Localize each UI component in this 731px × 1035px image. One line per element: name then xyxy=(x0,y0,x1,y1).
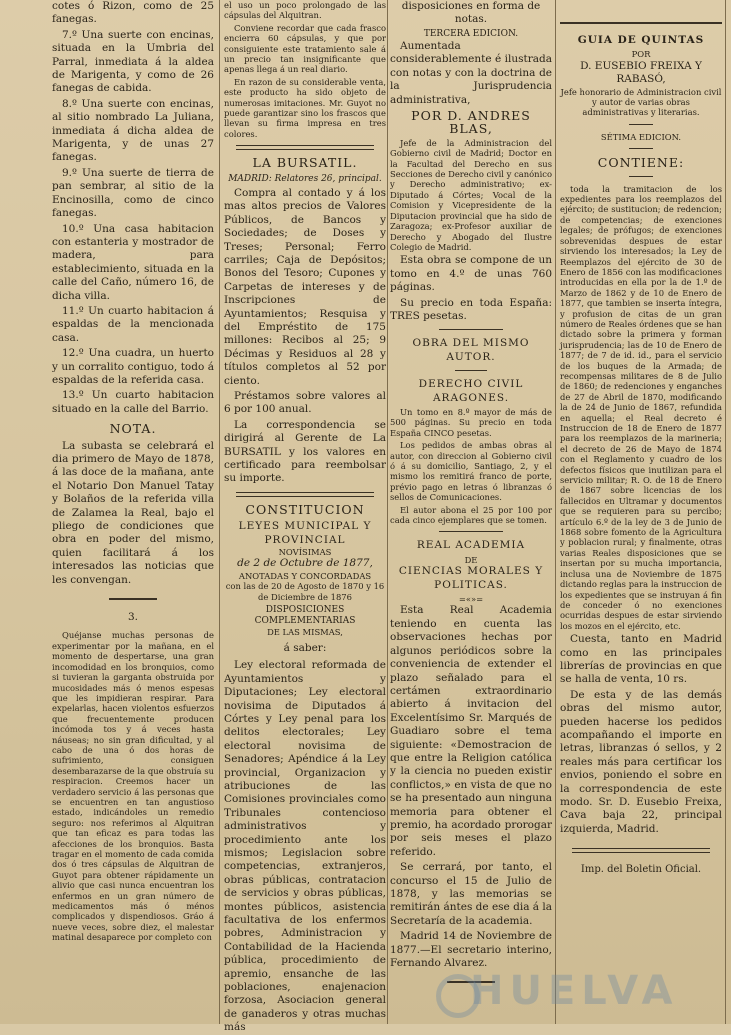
obra-text: Los pedidos de ambas obras al autor, con direccion al Gobierno civil ó á su domicilio, Santiago, 2, y el mismo los remitirá franco de porte, prévio pago en letras ó libranzas ó sellos de Comunicaciones. xyxy=(390,440,552,503)
volume-text: Esta obra se compone de un tomo en 4.º de unas 760 páginas. xyxy=(390,254,552,294)
author-text: Jefe de la Administracion del Gobierno civil de Madrid; Doctor en la Facultad del Derecho en sus Secciones de Derecho civil y canónico y Derecho administrativo; ex-Diputado á Córtes; Vocal de la Comision y Vicepresidente de la Diputacion provincial que ha sido de Zaragoza; ex-Profesor auxiliar de Derecho y Abogado del Ilustre Colegio de Madrid. xyxy=(390,137,552,252)
nota-text: La subasta se celebrará el dia primero de Mayo de 1878, á las doce de la mañana, ante el Notario Don Manuel Tatay y Bolaños de la referida villa de Zalamea la Real, bajo el pliego de condiciones que obra en poder del mismo, quien facilitará á los interesados las noticias que les convengan. xyxy=(52,439,214,586)
watermark: HUELVA xyxy=(470,968,679,1014)
contiene-heading: CONTIENE: xyxy=(597,155,685,171)
divider xyxy=(52,593,214,603)
divider xyxy=(560,22,722,28)
guia-author-text: Jefe honorario de Administracion civil y autor de varias obras administrativas y literarias. xyxy=(560,86,722,118)
list-item: 8.º Una suerte con encinas, al sitio nombrado La Juliana, inmediata á dicha aldea de Marigenta, y de unas 27 fanegas. xyxy=(52,97,214,164)
nota-heading: NOTA. xyxy=(109,421,157,437)
list-item: cotes ó Rizon, como de 25 fanegas. xyxy=(52,0,214,26)
edition-text: Aumentada considerablemente é ilustrada con notas y con la doctrina de la Jurisprudencia administrativa, xyxy=(390,40,552,106)
continued-text: En razon de su considerable venta, este producto ha sido objeto de numerosas imitaciones. Mr. Guyot no puede garantizar sino los frascos que llevan su firma impresa en tres colores. xyxy=(224,76,386,139)
academia-ornament: =«»= xyxy=(458,594,484,605)
watermark-logo-icon xyxy=(436,974,480,1018)
obra-subtitle: DERECHO CIVIL ARAGONES. xyxy=(418,378,524,404)
column-3 xyxy=(390,0,552,1024)
list-item: 13.º Un cuarto habitacion situado en la calle del Barrio. xyxy=(52,389,214,415)
guia-por: POR xyxy=(631,49,651,60)
constitucion-subtitle: ANOTADAS Y CONCORDADAS xyxy=(238,570,372,581)
divider xyxy=(439,531,504,533)
edition-label: SÉTIMA EDICION. xyxy=(600,131,682,142)
divider xyxy=(629,124,653,126)
section-number: 3. xyxy=(127,611,139,624)
divider xyxy=(629,148,653,150)
list-item: 7.º Una suerte con encinas, situada en la Umbria del Parral, inmediata á la aldea de Marigenta, y como de 26 fanegas de cabida. xyxy=(52,28,214,95)
constitucion-subtitle: DISPOSICIONES COMPLEMENTARIAS xyxy=(254,605,356,627)
bursatil-text: Compra al contado y á los mas altos precios de Valores Públicos, de Bancos y Sociedades; de Doses y Treses; Personal; Ferro carriles; Caja de Depósitos; Bonos del Tesoro; Cupones y Carpetas de intereses y de Inscripciones de Ayuntamientos; Resquisa y del Empréstito de 175 millones: Recibos al 25; 9 Décimas y Residuos al 28 y títulos completos al 52 por ciento. xyxy=(224,186,386,387)
list-item: 11.º Un cuarto habitacion á espaldas de la mencionada casa. xyxy=(52,304,214,344)
bursatil-text: Préstamos sobre valores al 6 por 100 anual. xyxy=(224,389,386,416)
guia-heading: GUIA DE QUINTAS xyxy=(577,34,705,46)
obra-heading: OBRA DEL MISMO AUTOR. xyxy=(412,337,530,363)
constitucion-subtitle: DE LAS MISMAS, xyxy=(267,627,343,638)
column-1 xyxy=(52,0,214,1024)
divider xyxy=(439,329,504,331)
edition-label: TERCERA EDICION. xyxy=(423,28,519,39)
divider xyxy=(236,492,374,497)
constitucion-date: de 2 de Octubre de 1877, xyxy=(237,557,373,570)
divider xyxy=(455,370,487,372)
continued-text: el uso un poco prolongado de las cápsulas del Alquitran. xyxy=(224,0,386,21)
academia-de: DE xyxy=(464,554,478,565)
contiene-text: toda la tramitacion de los expedientes para los reemplazos del ejército; de sustitucion; de redencion; de competencias; de exenciones legales; de prófugos; de exenciones sobrevenidas despues de estar sirviendo los interesados; la Ley de Reemplazos del ejército de 30 de Enero de 1856 con las modificaciones introducidas en ella por la de 1.º de Marzo de 1862 y de 10 de Enero de 1877, que tambien se inserta íntegra, y profusion de citas de un gran número de Reales órdenes que se han dictado sobre la primera y forman jurisprudencia; las de 10 de Enero de 1877; de 7 de id. id., para el servicio de los buques de la Armada; de recompensas militares de 8 de Julio de 1860; de redenciones y enganches de 27 de Abril de 1870, modificando la de 24 de Junio de 1867, refundida en aquella; el Real decreto é Instruccion de 18 de Enero de 1877 para los reemplazos de la marineria; el decreto de 26 de Mayo de 1874 con el Reglamento y cuadro de los defectos físicos que inutilizan para el servicio militar; R. O. de 18 de Enero de 1867 sobre licencias de los fallecidos en Ultramar y documentos que se requieren para su percibo; artículo 6.º de la ley de 3 de Junio de 1868 sobre fomento de la Agricultura y poblacion rural; y finalmente, otras varias Reales disposiciones que se insertan por su mucha importancia, inclusa una de Noviembre de 1875 dictando reglas para la instruccion de los expedientes que se instruyan á fin de conceder ó no exenciones ocurridas despues de estar sirviendo los mozos en el ejército, etc. xyxy=(560,183,722,631)
academia-text: Madrid 14 de Noviembre de 1877.—El secretario interino, Fernando Alvarez. xyxy=(390,930,552,970)
academia-text: Esta Real Academia teniendo en cuenta las observaciones hechas por algunos periódicos sobre la conveniencia de extender el plazo señalado para el certámen extraordinario abierto á invitacion del Excelentísimo Sr. Marqués de Guadiaro sobre el tema siguiente: «Demostracion de que entre la Religion católica y la ciencia no pueden existir conflictos,» en vista de que no se ha presentado aun ninguna memoria para obtener el premio, ha acordado prorogar por seis meses el plazo referido. xyxy=(390,604,552,858)
divider xyxy=(572,848,710,853)
column-4 xyxy=(560,0,722,1024)
constitucion-text: Ley electoral reformada de Ayuntamientos y Diputaciones; Ley electoral novisima de Diputados á Córtes y Ley penal para los delitos electorales; Ley electoral novisima de Senadores; Apéndice á la Ley provincial, Organizacion y atribuciones de las Comisiones provinciales como Tribunales contencioso administrativos y procedimiento ante los mismos; Legislacion sobre competencias, extranjeros, obras públicas, contratacion de servicios y obras públicas, montes públicos, asistencia facultativa de los enfermos pobres, Administracion y Contabilidad de la Hacienda pública, procedimiento de apremio, ensanche de las poblaciones, enajenacion forzosa, Asociacion general de ganaderos y otras muchas más xyxy=(224,659,386,1034)
obra-text: El autor abona el 25 por 100 por cada cinco ejemplares que se tomen. xyxy=(390,504,552,526)
author-name: POR D. ANDRES BLAS, xyxy=(411,108,531,137)
column-2 xyxy=(224,0,386,1034)
divider xyxy=(629,176,653,178)
bursatil-heading: LA BURSATIL. xyxy=(252,155,358,171)
order-text: De esta y de las demás obras del mismo autor, pueden hacerse los pedidos acompañando el importe en letras, libranzas ó sellos, y 2 reales más para certificar los envios, poniendo el sobre en la correspondencia de este modo. Sr. D. Eusebio Freixa, Cava baja 22, principal izquierda, Madrid. xyxy=(560,688,722,835)
list-item: 10.º Una casa habitacion con estanteria y mostrador de madera, para establecimiento, situada en la calle del Caño, número 16, de dicha villa. xyxy=(52,222,214,302)
obra-text: Un tomo en 8.º mayor de más de 500 páginas. Su precio en toda España CINCO pesetas. xyxy=(390,406,552,438)
constitucion-subtitle: á saber: xyxy=(283,641,327,654)
price-text: Cuesta, tanto en Madrid como en las principales librerías de provincias en que se halla de venta, 10 rs. xyxy=(560,633,722,686)
column-rule xyxy=(387,0,388,1024)
academia-subtitle: CIENCIAS MORALES Y POLITICAS. xyxy=(398,565,544,591)
continued-text: disposiciones en forma de notas. xyxy=(401,0,541,26)
constitucion-subtitle: NOVÍSIMAS xyxy=(278,547,332,558)
constitucion-subtitle: LEYES MUNICIPAL Y PROVINCIAL xyxy=(238,520,372,546)
academia-text: Se cerrará, por tanto, el concurso el 15 de Julio de 1878, y las memorias se remitirán ántes de ese dia á la Secretaría de la academia. xyxy=(390,861,553,927)
column-rule xyxy=(219,0,220,1024)
price-text: Su precio en toda España: TRES pesetas. xyxy=(390,296,552,322)
list-item: 9.º Una suerte de tierra de pan sembrar, al sitio de la Encinosilla, como de cinco fanegas. xyxy=(52,166,214,220)
guia-author: D. EUSEBIO FREIXA Y RABASÓ, xyxy=(580,59,702,86)
bursatil-text: La correspondencia se dirigirá al Gerente de La BURSATIL y los valores en certificado para reembolsar su importe. xyxy=(224,418,386,485)
imprint: Imp. del Boletin Oficial. xyxy=(580,864,702,876)
academia-heading: REAL ACADEMIA xyxy=(416,539,526,552)
constitucion-subtitle: con las de 20 de Agosto de 1870 y 16 de Diciembre de 1876 xyxy=(225,581,385,602)
column-rule xyxy=(555,0,556,1024)
continued-text: Conviene recordar que cada frasco encierra 60 cápsulas, y que por consiguiente este tratamiento sale á un precio tan insignificante que apenas llega á un real diario. xyxy=(224,22,386,75)
constitucion-heading: CONSTITUCION xyxy=(245,501,365,517)
divider xyxy=(236,145,374,150)
column-rule xyxy=(725,0,726,1024)
bursatil-address: MADRID: Relatores 26, principal. xyxy=(228,173,382,184)
ad-text: Quéjanse muchas personas de experimentar por la mañana, en el momento de despertarse, una gran incomodidad en los bronquios, como si tuvieran la garganta obstruida por mucosidades más ó menos espesas que les impidieran respirar. Para expelarlas, hacen violentos esfuerzos que frecuentemente producen incómoda tos y á veces hasta náuseas; no sin gran dificultad, y al cabo de una ó dos horas de sufrimiento, consiguen desembarazarse de la que obstruía su respiracion. Creemos hacer un verdadero servicio á las personas que se encuentren en tan angustioso estado, indicándoles un remedio seguro: nos referimos al Alquitran que tan eficaz es para todas las afecciones de los bronquios. Basta tragar en el momento de cada comida dos ó tres cápsulas de Alquitran de Guyot para obtener rápidamente un alivio que casi nunca encuentran los enfermos en un gran número de medicamentos más ó ménos complicados y dispendiosos. Gráo á nueve veces, sobre diez, el malestar matinal desaparece por completo con xyxy=(52,630,214,943)
list-item: 12.º Una cuadra, un huerto y un corralito contiguo, todo á espaldas de la referida casa. xyxy=(52,347,214,386)
